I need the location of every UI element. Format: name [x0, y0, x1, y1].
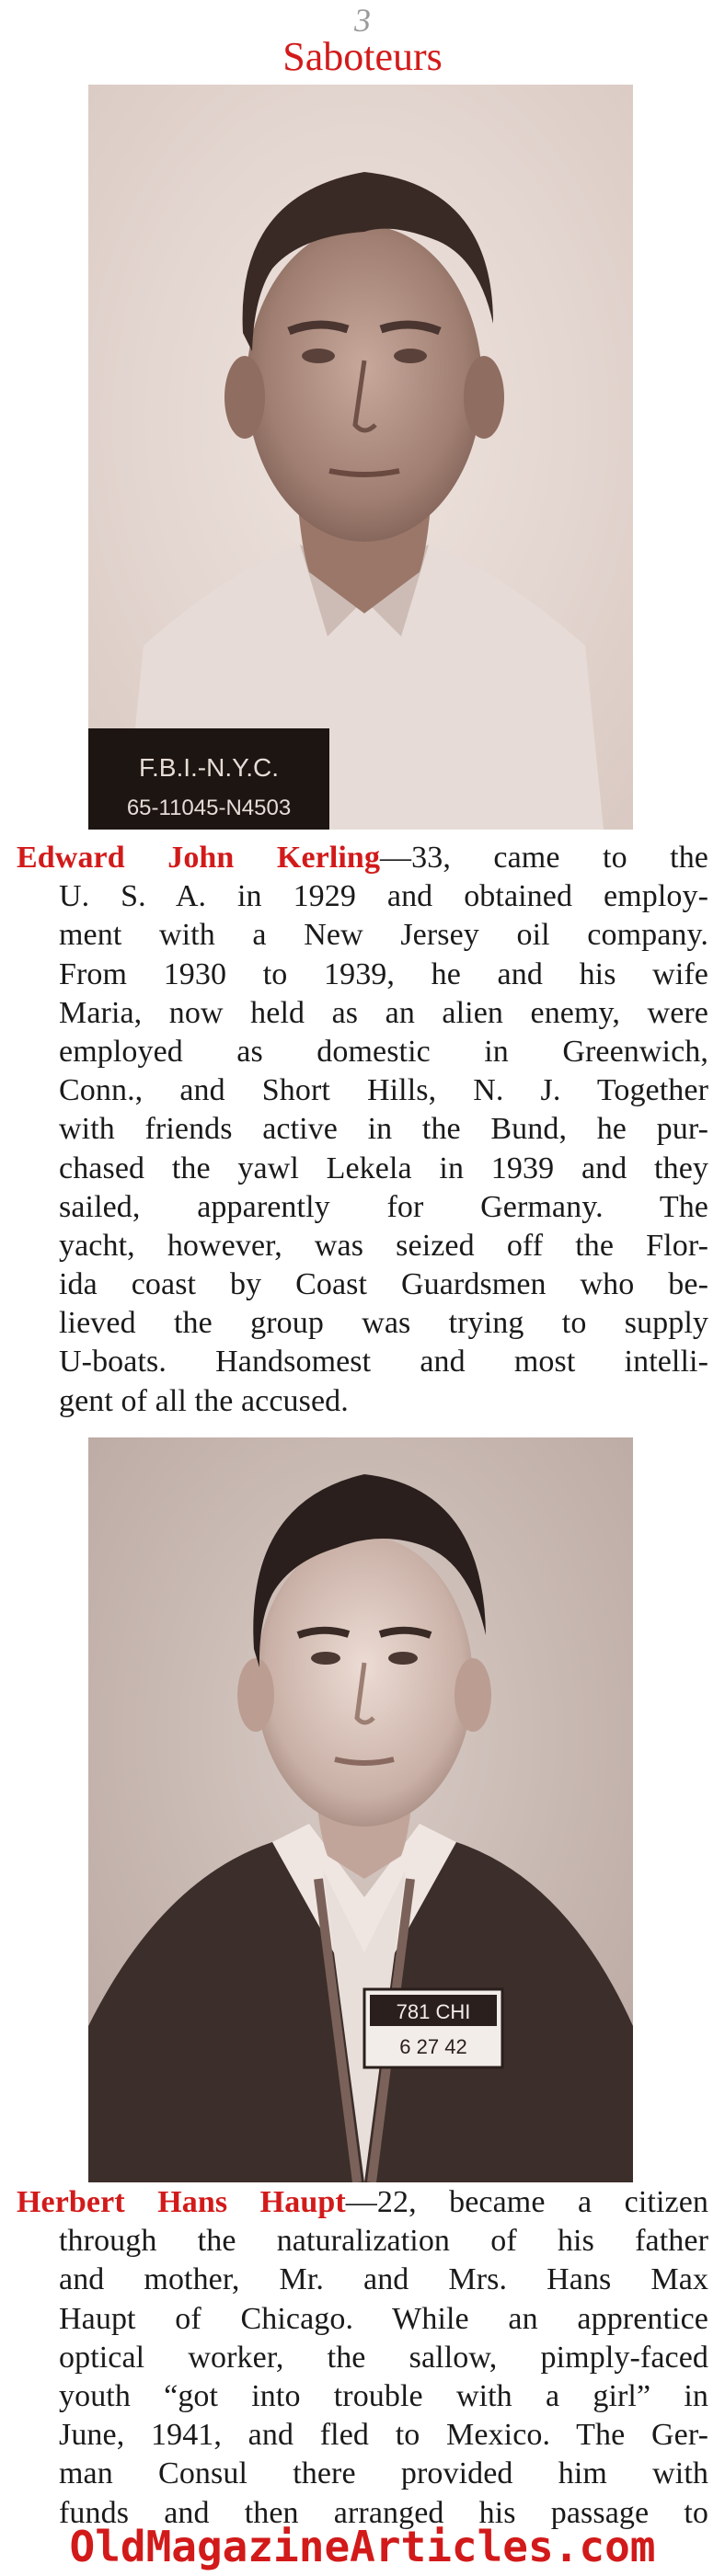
kerling-mugshot-photo: [88, 85, 633, 830]
caption-line: sailed, apparently for Germany. The: [59, 1189, 708, 1224]
caption-line: lieved the group was trying to supply: [59, 1306, 708, 1341]
caption-line: yacht, however, was seized off the Flor-: [59, 1228, 708, 1263]
badge-text-1: 781 CHI: [396, 2000, 471, 2023]
caption-line: June, 1941, and fled to Mexico. The Ger-: [59, 2418, 708, 2453]
caption-line: U-boats. Handsomest and most intelli-: [59, 1345, 708, 1380]
caption-line: optical worker, the sallow, pimply-faced: [59, 2340, 708, 2375]
page-number: 3: [354, 2, 371, 39]
caption-line: with friends active in the Bund, he pur-: [59, 1112, 708, 1147]
caption-line: through the naturalization of his father: [59, 2224, 708, 2259]
caption-line: ida coast by Coast Guardsmen who be-: [59, 1267, 708, 1302]
page-title: Saboteurs: [282, 34, 443, 79]
caption-line: chased the yawl Lekela in 1939 and they: [59, 1151, 708, 1185]
caption-line: Conn., and Short Hills, N. J. Together: [59, 1073, 708, 1108]
caption-line: funds and then arranged his passage to: [59, 2495, 708, 2530]
haupt-caption: [17, 2183, 708, 2533]
caption-line: gent of all the accused.: [59, 1383, 349, 1418]
caption-line: Maria, now held as an alien enemy, were: [59, 995, 708, 1030]
caption-line: ment with a New Jersey oil company.: [59, 918, 708, 953]
caption-line: Haupt of Chicago. While an apprentice: [59, 2301, 708, 2336]
caption-line: man Consul there provided him with: [59, 2456, 708, 2491]
caption-line: —22, became a citizen: [345, 2185, 708, 2219]
caption-line: employed as domestic in Greenwich,: [59, 1034, 708, 1069]
caption-name: Edward John Kerling: [17, 841, 381, 875]
caption-name: Herbert Hans Haupt: [17, 2185, 346, 2219]
caption-line: From 1930 to 1939, he and his wife: [59, 956, 708, 991]
kerling-caption: [17, 839, 708, 1421]
placard-text-1: F.B.I.-N.Y.C.: [139, 753, 279, 782]
badge-text-2: 6 27 42: [399, 2035, 467, 2058]
placard-text-2: 65-11045-N4503: [126, 796, 292, 820]
caption-line: youth “got into trouble with a girl” in: [59, 2378, 708, 2413]
caption-line: and mother, Mr. and Mrs. Hans Max: [59, 2262, 708, 2297]
caption-line: U. S. A. in 1929 and obtained employ-: [59, 879, 708, 914]
haupt-mugshot-photo: [88, 1437, 633, 2182]
caption-line: —33, came to the: [380, 841, 708, 875]
site-footer-watermark: OldMagazineArticles.com: [69, 2522, 656, 2571]
